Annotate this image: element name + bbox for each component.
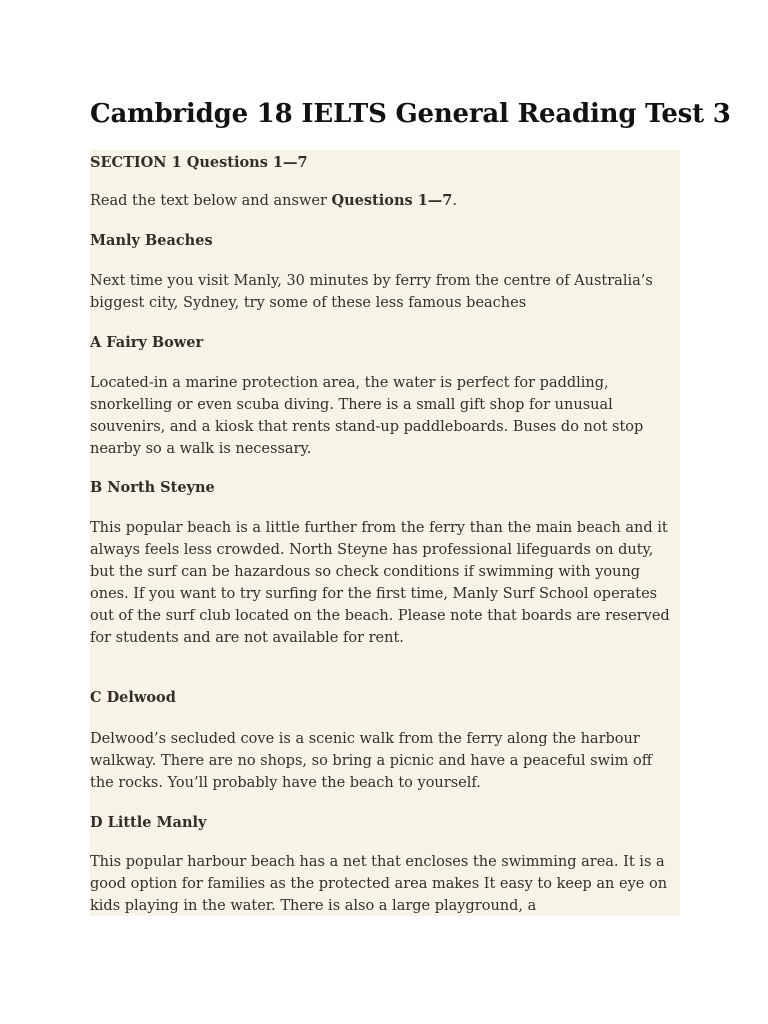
beach-text-d: This popular harbour beach has a net that encloses the swimming area. It is a good option for families as the protected area makes It easy to keep an eye on kids playing in the water. There is also a large playground, a: [90, 854, 668, 914]
intro-paragraph: Next time you visit Manly, 30 minutes by ferry from the centre of Australia’s biggest city, Sydney, try some of these less famous beaches: [90, 273, 653, 311]
instruction-text: [90, 190, 680, 212]
beach-heading-b: B North Steyne: [90, 479, 215, 496]
instruction-prefix: Read the text below and answer: [90, 193, 332, 209]
document-title: Cambridge 18 IELTS General Reading Test 3: [90, 99, 731, 129]
beach-text-a: Located-in a marine protection area, the water is perfect for paddling, snorkelling or even scuba diving. There is a small gift shop for unusual souvenirs, and a kiosk that rents stand-up paddleboards. Buses do not stop nearby so a walk is necessary.: [90, 375, 644, 457]
section-heading: SECTION 1 Questions 1—7: [90, 154, 308, 171]
beach-text-c: Delwood’s secluded cove is a scenic walk from the ferry along the harbour walkway. There are no shops, so bring a picnic and have a peaceful swim off the rocks. You’ll probably have the beach to yourself.: [90, 731, 653, 791]
instruction-suffix: .: [452, 193, 457, 209]
instruction-questions: Questions 1—7: [331, 192, 453, 209]
beach-heading-a: A Fairy Bower: [90, 334, 204, 351]
reading-passage-panel: [90, 150, 680, 916]
beach-text-b: This popular beach is a little further from the ferry than the main beach and it always feels less crowded. North Steyne has professional lifeguards on duty, but the surf can be hazardous so check conditions if swimming with young ones. If you want to try surfing for the first time, Manly Surf School operates out of the surf club located on the beach. Please note that boards are reserved for students and are not available for rent.: [90, 520, 670, 646]
beach-heading-c: C Delwood: [90, 689, 176, 706]
beach-heading-d: D Little Manly: [90, 814, 207, 831]
passage-title: Manly Beaches: [90, 232, 213, 249]
